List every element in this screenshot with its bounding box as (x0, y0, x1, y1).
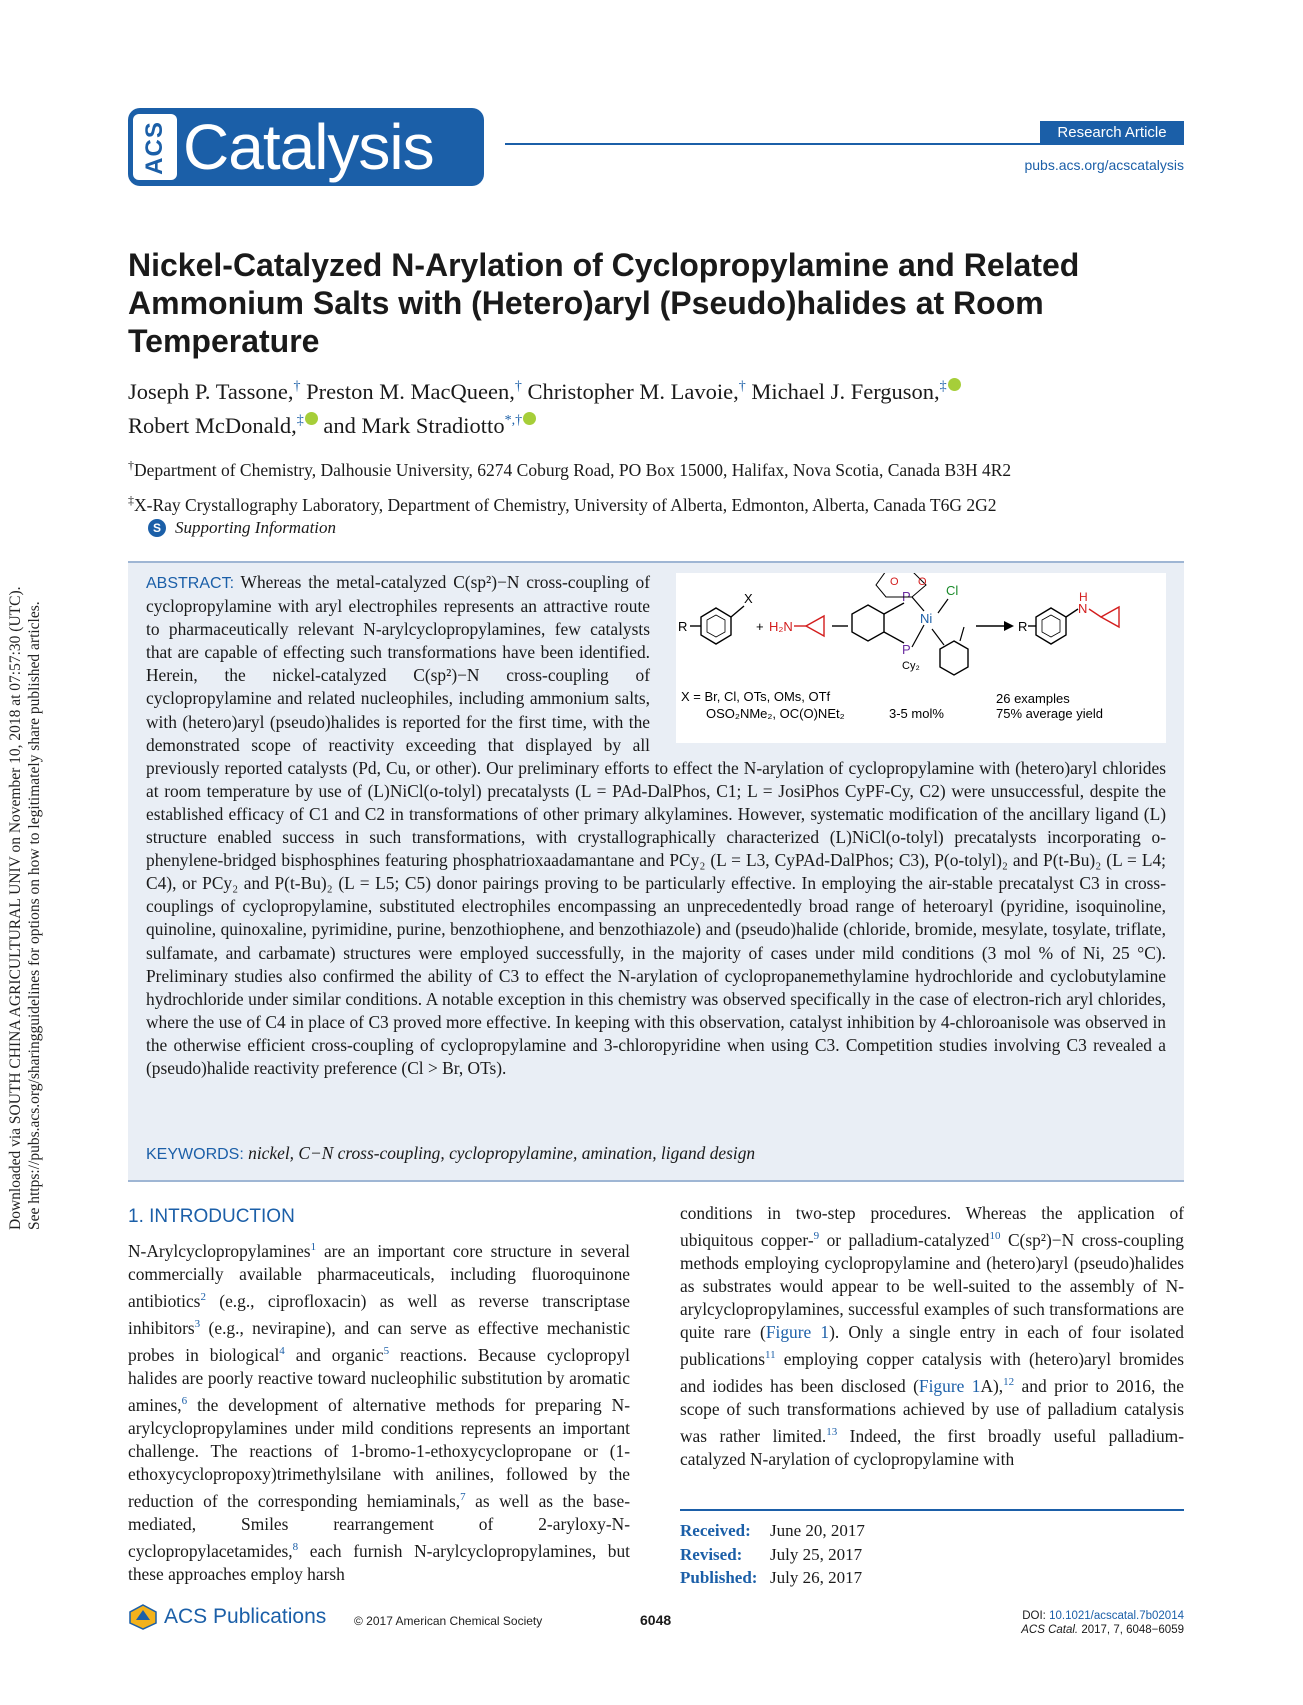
section-number: 1. (128, 1206, 144, 1227)
download-note-line2: See https://pubs.acs.org/sharingguidelines for options on how to legitimately share published articles. (26, 601, 43, 1230)
article-dates (680, 1519, 865, 1590)
page-number: 6048 (640, 1612, 672, 1628)
doi-link[interactable]: 10.1021/acscatal.7b02014 (1049, 1610, 1184, 1622)
date-label: Revised: (680, 1544, 743, 1564)
affiliation-text: X-Ray Crystallography Laboratory, Department of Chemistry, University of Alberta, Edmonton, Alberta, Canada T6G 2G2 (134, 494, 997, 515)
aryl-r-label: R (678, 619, 688, 634)
section-title: INTRODUCTION (149, 1206, 295, 1227)
body-text: are an important core structure in several commercially available pharmaceuticals, including fluoroquinone antibiotics (128, 1240, 630, 1311)
body-text: (e.g., ciprofloxacin) as well as reverse transcriptase inhibitors (128, 1290, 630, 1338)
journal-name: Catalysis (183, 111, 434, 183)
arrow-head (1004, 621, 1014, 631)
oxygen-label-1: O (918, 576, 927, 588)
body-text: Indeed, the first broadly useful palladium-catalyzed N-arylation of cyclopropylamine with (680, 1426, 1184, 1470)
download-note (6, 510, 43, 1230)
body-text: employing copper catalysis with (hetero)aryl bromides and iodides has been disclosed ( (680, 1349, 1184, 1397)
bond-ni1 (912, 597, 924, 611)
bond-tolyl (932, 629, 944, 645)
body-text: and prior to 2016, the scope of such transformations achieved by use of palladium catalysis was rather limited. (680, 1376, 1185, 1447)
average-yield: 75% average yield (996, 706, 1103, 721)
citation-ref[interactable]: 10 (989, 1230, 1001, 1243)
date-value: July 25, 2017 (770, 1544, 863, 1564)
product-ring (1036, 608, 1066, 644)
author-name[interactable]: Joseph P. Tassone, (128, 379, 294, 404)
amine-label: H₂N (769, 619, 793, 634)
body-text: ). Only a single entry in each of four isolated publications (680, 1322, 1184, 1370)
intro-right-column (680, 1202, 1184, 1471)
author-list (128, 372, 1188, 440)
product-r-label: R (1018, 619, 1028, 634)
body-text: conditions in two-step procedures. Whereas the application of ubiquitous copper- (680, 1203, 1184, 1250)
affiliations (128, 450, 1198, 520)
oxygen-label-2: O (890, 576, 899, 588)
affiliation-mark: † (128, 458, 134, 472)
catalyst-loading: 3-5 mol% (889, 706, 944, 721)
plus-sign: + (756, 619, 764, 634)
toc-graphic (676, 573, 1166, 743)
supporting-info-link[interactable] (148, 518, 336, 538)
aryl-x-label: X (744, 591, 753, 606)
supporting-info-icon: S (148, 519, 166, 537)
body-text: C(sp²)−N cross-coupling methods employing cyclopropylamine and (hetero)aryl (pseudo)halides as substrates would appear to be well-suited to the assembly of N-arylcyclopropylamines, successful examples of such transformations are quite rare ( (680, 1229, 1184, 1343)
doi-block (940, 1609, 1184, 1637)
figure-link[interactable]: Figure 1 (918, 1376, 981, 1397)
citation-details: 2017, 7, 6048−6059 (1081, 1624, 1184, 1636)
body-text: or palladium-catalyzed (819, 1229, 990, 1250)
keywords-text: nickel, C−N cross-coupling, cyclopropylamine, amination, ligand design (248, 1143, 756, 1163)
body-text: as well as the base-mediated, Smiles rearrangement of 2-aryloxy-N-cyclopropylacetamides, (128, 1490, 630, 1561)
citation-ref[interactable]: 9 (813, 1230, 820, 1243)
dates-rule (680, 1509, 1184, 1511)
citation-ref[interactable]: 12 (1003, 1376, 1015, 1389)
phosphorus-top: P (902, 589, 911, 604)
intro-left-column (128, 1236, 630, 1586)
date-label: Published: (680, 1568, 758, 1587)
x-list-line1: X = Br, Cl, OTs, OMs, OTf (681, 689, 831, 704)
bond-p2 (884, 632, 904, 643)
date-label: Received: (680, 1521, 751, 1540)
citation-ref[interactable]: 6 (181, 1394, 188, 1407)
phosphorus-bottom: P (902, 642, 911, 657)
author-name[interactable]: Christopher M. Lavoie, (527, 379, 739, 404)
supporting-info-label: Supporting Information (175, 518, 337, 537)
acs-logo-text: ACS (141, 121, 168, 175)
aryl-x-bond (731, 606, 744, 617)
body-text: (e.g., nevirapine), and can serve as effective mechanistic probes in biological (128, 1317, 630, 1365)
date-value: July 26, 2017 (770, 1568, 863, 1587)
citation-ref[interactable]: 7 (460, 1490, 466, 1503)
affiliation (128, 485, 1198, 520)
citation-ref[interactable]: 3 (194, 1317, 201, 1330)
body-text: A), (980, 1376, 1004, 1397)
keywords (146, 1143, 1166, 1164)
abstract-body: Whereas the metal-catalyzed C(sp²)−N cross-coupling of cyclopropylamine with aryl electrophiles represents an attractive route to pharmaceutically relevant N-arylcyclopropylamines, few catalysts that are capable of effecting such transformations have been identified. Herein, the nickel-catalyzed C(sp²)−N cross-coupling of cyclopropylamine and related nucleophiles, including ammonium salts, with (hetero)aryl (pseudo)halides is reported for the first time, with the demonstrated scope of reactivity exceeding that displayed by all previously reported catalysts (Pd, Cu, or other). Our preliminary efforts to effect the N-arylation of cyclopropylamine with (hetero)aryl chlorides at room temperature by use of (L)NiCl(o-tolyl) precatalysts (L = PAd-DalPhos, C1; L = JosiPhos CyPF-Cy, C2) were unsuccessful, despite the established efficacy of C1 and C2 in transformations of other primary alkylamines. However, systematic modification of the ancillary ligand (L) structure enabled success in such transformations, with crystallographically characterized (L)NiCl(o-tolyl) precatalysts incorporating o-phenylene-bridged bisphosphines featuring phosphatrioxaadamantane and PCy₂ (L = L3, CyPAd-DalPhos; C3), P(o-tolyl)₂ and P(t-Bu)₂ (L = L4; C4), or PCy₂ and P(t-Bu)₂ (L = L5; C5) donor pairings proving to be particularly effective. In employing the air-stable precatalyst C3 in cross-couplings of cyclopropylamine, substituted electrophiles encompassing an unprecedentedly broad range of heteroaryl (pyridine, isoquinoline, quinoline, quinoxaline, pyrimidine, purine, benzothiophene, and benzothiazole) and (pseudo)halide (chloride, bromide, mesylate, tosylate, triflate, sulfamate, and carbamate) structures were employed successfully, in the majority of cases under mild conditions (3 mol % of Ni, 25 °C). Preliminary studies also confirmed the ability of C3 to effect the N-arylation of cyclopropanemethylamine hydrochloride and cyclobutylamine hydrochloride under similar conditions. A notable exception in this chemistry was observed specifically in the case of electron-rich aryl chlorides, where the use of C4 in place of C3 proved more effective. In keeping with this observation, catalyst inhibition by 4-chloroanisole was observed in the otherwise efficient cross-coupling of cyclopropylamine and 3-chloropyridine when using C3. Competition studies involving C3 revealed a (pseudo)halide reactivity preference (Cl > Br, OTs). (146, 572, 1166, 1078)
date-value: June 20, 2017 (770, 1521, 865, 1540)
cyclopropyl-left (806, 616, 824, 636)
acs-hexagon-icon (128, 1604, 158, 1630)
nickel-label: Ni (920, 611, 933, 626)
author-name[interactable]: Robert McDonald, (128, 413, 297, 438)
journal-logo[interactable] (128, 108, 484, 186)
citation-journal: ACS Catal. (1021, 1624, 1079, 1636)
citation-ref[interactable]: 11 (765, 1349, 776, 1362)
article-type-badge: Research Article (1040, 121, 1184, 145)
bond-p1 (884, 603, 904, 614)
orcid-icon[interactable] (305, 412, 318, 425)
citation-ref[interactable]: 5 (383, 1344, 390, 1357)
date-row (680, 1519, 865, 1543)
tolyl-ring (940, 641, 968, 675)
author-affiliation-mark: ‡ (939, 379, 947, 394)
acs-logo-box (133, 114, 177, 180)
author-name[interactable]: and Mark Stradiotto (323, 413, 505, 438)
author-affiliation-mark: † (514, 379, 522, 394)
publisher-name: ACS Publications (164, 1605, 327, 1628)
body-text: and organic (284, 1344, 384, 1365)
methyl-bond (960, 627, 964, 641)
bond-cl (938, 599, 948, 613)
orcid-icon[interactable] (523, 412, 536, 425)
copyright: © 2017 American Chemical Society (354, 1614, 543, 1628)
author-affiliation-mark: † (738, 379, 746, 394)
citation-ref[interactable]: 13 (826, 1426, 838, 1439)
section-heading (128, 1206, 295, 1228)
journal-url-link[interactable]: pubs.acs.org/acscatalysis (1024, 157, 1184, 173)
date-row (680, 1543, 865, 1567)
citation-ref[interactable]: 2 (200, 1290, 206, 1303)
x-list-line2: OSO₂NMe₂, OC(O)NEt₂ (706, 706, 845, 721)
body-text: the development of alternative methods for preparing N-arylcyclopropylamines under mild conditions represents an important challenge. The reactions of 1-bromo-1-ethoxycyclopropane or (1-ethoxycyclopropoxy)trimethylsilane with anilines, followed by the reduction of the corresponding hemiaminals, (128, 1394, 630, 1511)
body-text: reactions. Because cyclopropyl halides are poorly reactive toward nucleophilic substitution by aromatic amines, (128, 1344, 630, 1415)
article-title: Nickel-Catalyzed N-Arylation of Cyclopropylamine and Related Ammonium Salts with (Hetero)aryl (Pseudo)halides at Room Temperature (128, 247, 1080, 359)
body-text: each furnish N-arylcyclopropylamines, but these approaches employ harsh (128, 1540, 630, 1584)
citation-ref[interactable]: 8 (292, 1540, 299, 1553)
product-h-label: H (1079, 590, 1088, 604)
author-affiliation-mark: † (293, 379, 301, 394)
body-text: N-Arylcyclopropylamines (128, 1240, 311, 1261)
author-name[interactable]: Preston M. MacQueen, (306, 379, 515, 404)
cyclopropyl-right (1101, 607, 1119, 627)
product-ring-inner (1042, 615, 1060, 637)
product-n-label: N (1078, 601, 1088, 616)
product-n-bond (1066, 609, 1078, 617)
reaction-scheme (676, 573, 1166, 743)
download-note-line1: Downloaded via SOUTH CHINA AGRICULTURAL UNIV on November 10, 2018 at 07:57:30 (UTC). (7, 586, 24, 1230)
bond-ni2 (912, 625, 924, 647)
cy2-label: Cy₂ (902, 660, 920, 672)
product-cp-bond (1089, 609, 1101, 617)
author-affiliation-mark: ‡ (296, 413, 304, 428)
footer-publisher-logo[interactable] (128, 1604, 326, 1630)
catalyst-arene (852, 605, 884, 641)
author-affiliation-mark: *,† (504, 413, 523, 428)
date-row (680, 1566, 865, 1590)
citation-ref[interactable]: 1 (310, 1241, 317, 1253)
doi-label: DOI: (1022, 1610, 1046, 1622)
affiliation (128, 450, 1198, 485)
examples-count: 26 examples (996, 691, 1070, 706)
aryl-ring-left-inner (707, 615, 725, 637)
aryl-ring-left (701, 608, 731, 644)
affiliation-text: Department of Chemistry, Dalhousie University, 6274 Coburg Road, PO Box 15000, Halifax, Nova Scotia, Canada B3H 4R2 (134, 459, 1012, 480)
orcid-icon[interactable] (948, 378, 961, 391)
chloride-label: Cl (946, 583, 959, 598)
citation-ref[interactable]: 4 (279, 1344, 285, 1357)
figure-link[interactable]: Figure 1 (765, 1322, 830, 1343)
abstract-label: ABSTRACT: (146, 575, 235, 592)
keywords-label: KEYWORDS: (146, 1146, 244, 1163)
affiliation-mark: ‡ (128, 492, 134, 507)
author-name[interactable]: Michael J. Ferguson, (751, 379, 940, 404)
